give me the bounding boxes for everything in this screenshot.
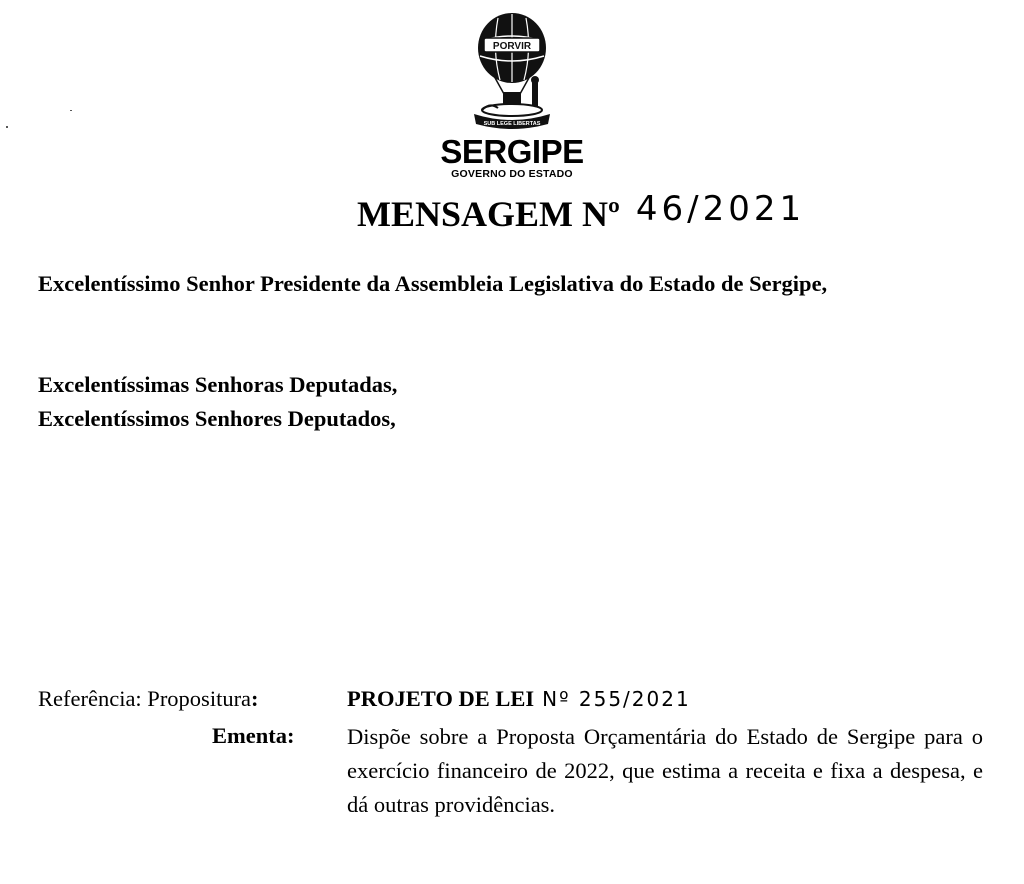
emblem-motto-top: PORVIR	[492, 41, 532, 52]
reference-label-colon: :	[251, 686, 259, 711]
brand-name: SERGIPE	[440, 133, 584, 170]
addressee: Excelentíssimo Senhor Presidente da Assembleia Legislativa do Estado de Sergipe,	[38, 271, 828, 296]
ementa-text: Dispõe sobre a Proposta Orçamentária do Estado de Sergipe para o exercício financeiro de 2022, que estima a receita e fixa a despesa, e dá outras providências.	[347, 724, 983, 817]
emblem-date: 8 DE JULHO DE 1820	[497, 128, 527, 132]
bill-title: PROJETO DE LEI	[347, 686, 535, 711]
brand-subtitle: GOVERNO DO ESTADO	[451, 168, 573, 180]
message-number-handwritten: 46/2021	[635, 189, 806, 229]
scan-speck	[6, 126, 8, 128]
emblem-motto-bottom: SUB LEGE LIBERTAS	[483, 121, 541, 127]
reference-value	[347, 683, 691, 715]
scan-speck	[70, 110, 72, 111]
state-brand	[412, 133, 612, 180]
salutation-2: Excelentíssimos Senhores Deputados,	[38, 406, 396, 431]
ementa-label: Ementa:	[212, 723, 295, 748]
message-title-text: MENSAGEM Nº	[357, 194, 620, 234]
salutation-1: Excelentíssimas Senhoras Deputadas,	[38, 372, 398, 397]
reference-label-text: Referência: Propositura	[38, 686, 252, 711]
message-title	[357, 190, 805, 239]
reference-label	[38, 683, 259, 715]
bill-number-handwritten: Nº 255/2021	[542, 687, 691, 711]
state-emblem-icon	[470, 10, 554, 134]
